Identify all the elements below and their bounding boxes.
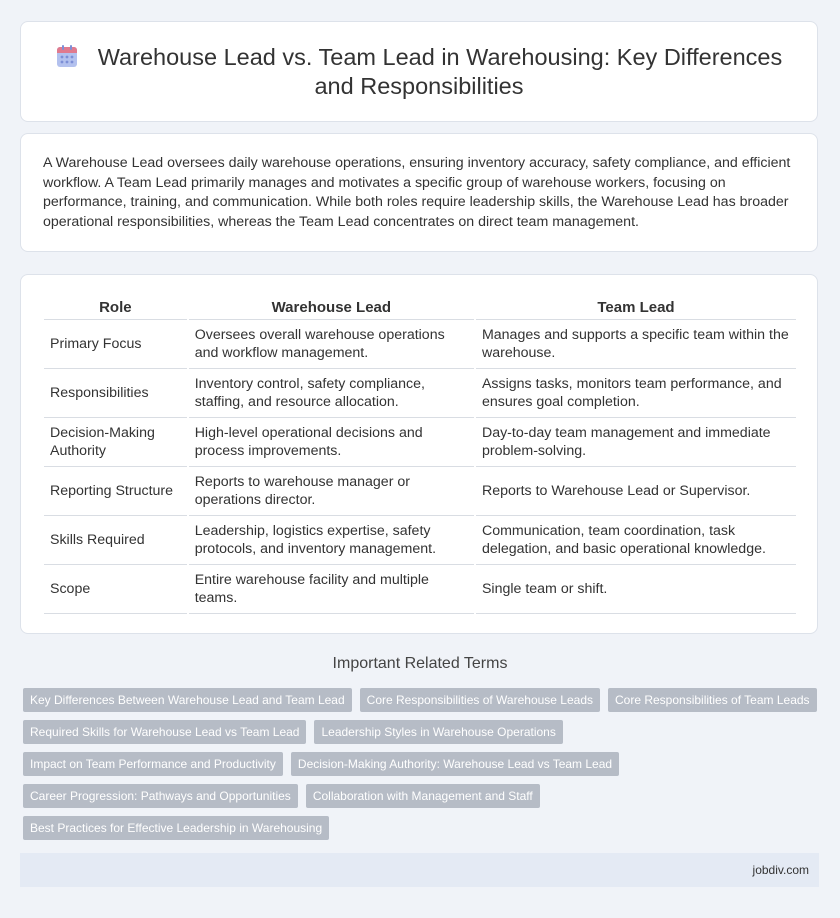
team-lead-cell: Manages and supports a specific team within the warehouse.: [476, 320, 796, 369]
team-lead-cell: Assigns tasks, monitors team performance, and ensures goal completion.: [476, 369, 796, 418]
row-label: Reporting Structure: [44, 467, 187, 516]
page-title: [41, 43, 797, 101]
table-row: [44, 369, 796, 418]
related-term-tag[interactable]: Impact on Team Performance and Productivity: [23, 752, 283, 776]
row-label: Decision-Making Authority: [44, 418, 187, 467]
related-term-tag[interactable]: Career Progression: Pathways and Opportunities: [23, 784, 298, 808]
table-row: [44, 516, 796, 565]
warehouse-lead-cell: Inventory control, safety compliance, staffing, and resource allocation.: [189, 369, 474, 418]
warehouse-lead-cell: Reports to warehouse manager or operations director.: [189, 467, 474, 516]
footer: [20, 853, 819, 887]
related-term-tag[interactable]: Best Practices for Effective Leadership in Warehousing: [23, 816, 329, 840]
table-row: [44, 418, 796, 467]
title-card: [20, 21, 818, 122]
related-terms-list: [23, 688, 823, 848]
row-label: Scope: [44, 565, 187, 614]
calendar-icon: [56, 44, 78, 68]
warehouse-lead-cell: High-level operational decisions and process improvements.: [189, 418, 474, 467]
warehouse-lead-cell: Entire warehouse facility and multiple teams.: [189, 565, 474, 614]
team-lead-cell: Communication, team coordination, task delegation, and basic operational knowledge.: [476, 516, 796, 565]
page-title-text: Warehouse Lead vs. Team Lead in Warehousing: Key Differences and Responsibilities: [97, 43, 783, 99]
header-warehouse-lead: Warehouse Lead: [189, 295, 474, 320]
comparison-table-card: [20, 274, 818, 634]
comparison-table: [42, 295, 798, 614]
related-term-tag[interactable]: Decision-Making Authority: Warehouse Lead vs Team Lead: [291, 752, 619, 776]
related-term-tag[interactable]: Collaboration with Management and Staff: [306, 784, 540, 808]
related-terms-title: Important Related Terms: [332, 655, 508, 672]
warehouse-lead-cell: Leadership, logistics expertise, safety protocols, and inventory management.: [189, 516, 474, 565]
related-term-tag[interactable]: Core Responsibilities of Team Leads: [608, 688, 817, 712]
summary-text: A Warehouse Lead oversees daily warehouse operations, ensuring inventory accuracy, safety compliance, and efficient workflow. A Team Lead primarily manages and motivates a specific group of warehouse workers, focusing on performance, training, and communication. While both roles require leadership skills, the Warehouse Lead has broader operational responsibilities, whereas the Team Lead concentrates on direct team management.: [43, 155, 791, 230]
summary-card: [20, 133, 818, 252]
related-term-tag[interactable]: Core Responsibilities of Warehouse Leads: [360, 688, 600, 712]
footer-site-link[interactable]: jobdiv.com: [752, 863, 809, 877]
table-row: [44, 565, 796, 614]
related-term-tag[interactable]: Leadership Styles in Warehouse Operations: [314, 720, 562, 744]
team-lead-cell: Reports to Warehouse Lead or Supervisor.: [476, 467, 796, 516]
row-label: Skills Required: [44, 516, 187, 565]
header-team-lead: Team Lead: [476, 295, 796, 320]
table-header-row: [44, 295, 796, 320]
team-lead-cell: Single team or shift.: [476, 565, 796, 614]
related-term-tag[interactable]: Required Skills for Warehouse Lead vs Team Lead: [23, 720, 306, 744]
table-row: [44, 467, 796, 516]
related-term-tag[interactable]: Key Differences Between Warehouse Lead and Team Lead: [23, 688, 352, 712]
team-lead-cell: Day-to-day team management and immediate problem-solving.: [476, 418, 796, 467]
row-label: Primary Focus: [44, 320, 187, 369]
table-row: [44, 320, 796, 369]
row-label: Responsibilities: [44, 369, 187, 418]
header-role: Role: [44, 295, 187, 320]
warehouse-lead-cell: Oversees overall warehouse operations and workflow management.: [189, 320, 474, 369]
